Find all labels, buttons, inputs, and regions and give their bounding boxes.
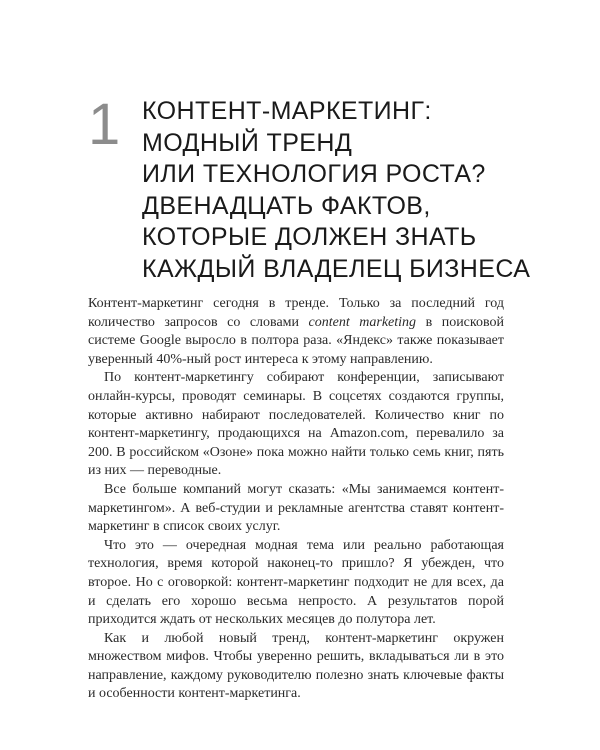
- paragraph-1-emphasis: content marketing: [308, 314, 417, 330]
- paragraph-1-text-b: в поисковой системе Google выросло в полтора раза. «Яндекс» также показывает уверенный 40%-ный рост интереса к этому направлению.: [88, 314, 504, 367]
- chapter-title-line: ДВЕНАДЦАТЬ ФАКТОВ,: [142, 191, 431, 220]
- chapter-number: 1: [88, 92, 121, 157]
- chapter-title-line: КОНТЕНТ-МАРКЕТИНГ:: [142, 97, 432, 125]
- paragraph-5: Как и любой новый тренд, контент-маркетинг окружен множеством мифов. Чтобы уверенно решить, вкладываться ли в это направление, каждому руководителю полезно знать ключевые факты и особенности контент-маркетинга.: [88, 630, 504, 702]
- body-text: [88, 295, 504, 704]
- chapter-title: [142, 96, 530, 285]
- chapter-title-line: МОДНЫЙ ТРЕНД: [142, 128, 353, 157]
- paragraph-1: [88, 295, 504, 369]
- chapter-title-line: КОТОРЫЕ ДОЛЖЕН ЗНАТЬ: [142, 223, 477, 251]
- paragraph-4: Что это — очередная модная тема или реально работающая технология, время которой наконец-то пришло? Я убежден, что второе. Но с оговоркой: контент-маркетинг подходит не для всех, да и сделать его хорошо весьма непросто. А результатов порой приходится ждать от нескольких месяцев до полутора лет.: [88, 537, 504, 628]
- paragraph-1-text-a: Контент-маркетинг сегодня в тренде. Только за последний год количество запросов со словами: [88, 296, 504, 330]
- paragraph-2: По контент-маркетингу собирают конференции, записывают онлайн-курсы, проводят семинары. В соцсетях создаются группы, которые активно набирают последователей. Количество книг по контент-маркетингу, продающихся на Amazon.com, перевалило за 200. В российском «Озоне» пока можно найти только семь книг, пять из них — переводные.: [88, 370, 504, 479]
- chapter-title-line: КАЖДЫЙ ВЛАДЕЛЕЦ БИЗНЕСА: [142, 254, 531, 283]
- paragraph-3: Все больше компаний могут сказать: «Мы занимаемся контент-маркетингом». А веб-студии и рекламные агентства ставят контент-маркетинг в список своих услуг.: [88, 481, 504, 535]
- chapter-title-line: ИЛИ ТЕХНОЛОГИЯ РОСТА?: [142, 160, 486, 188]
